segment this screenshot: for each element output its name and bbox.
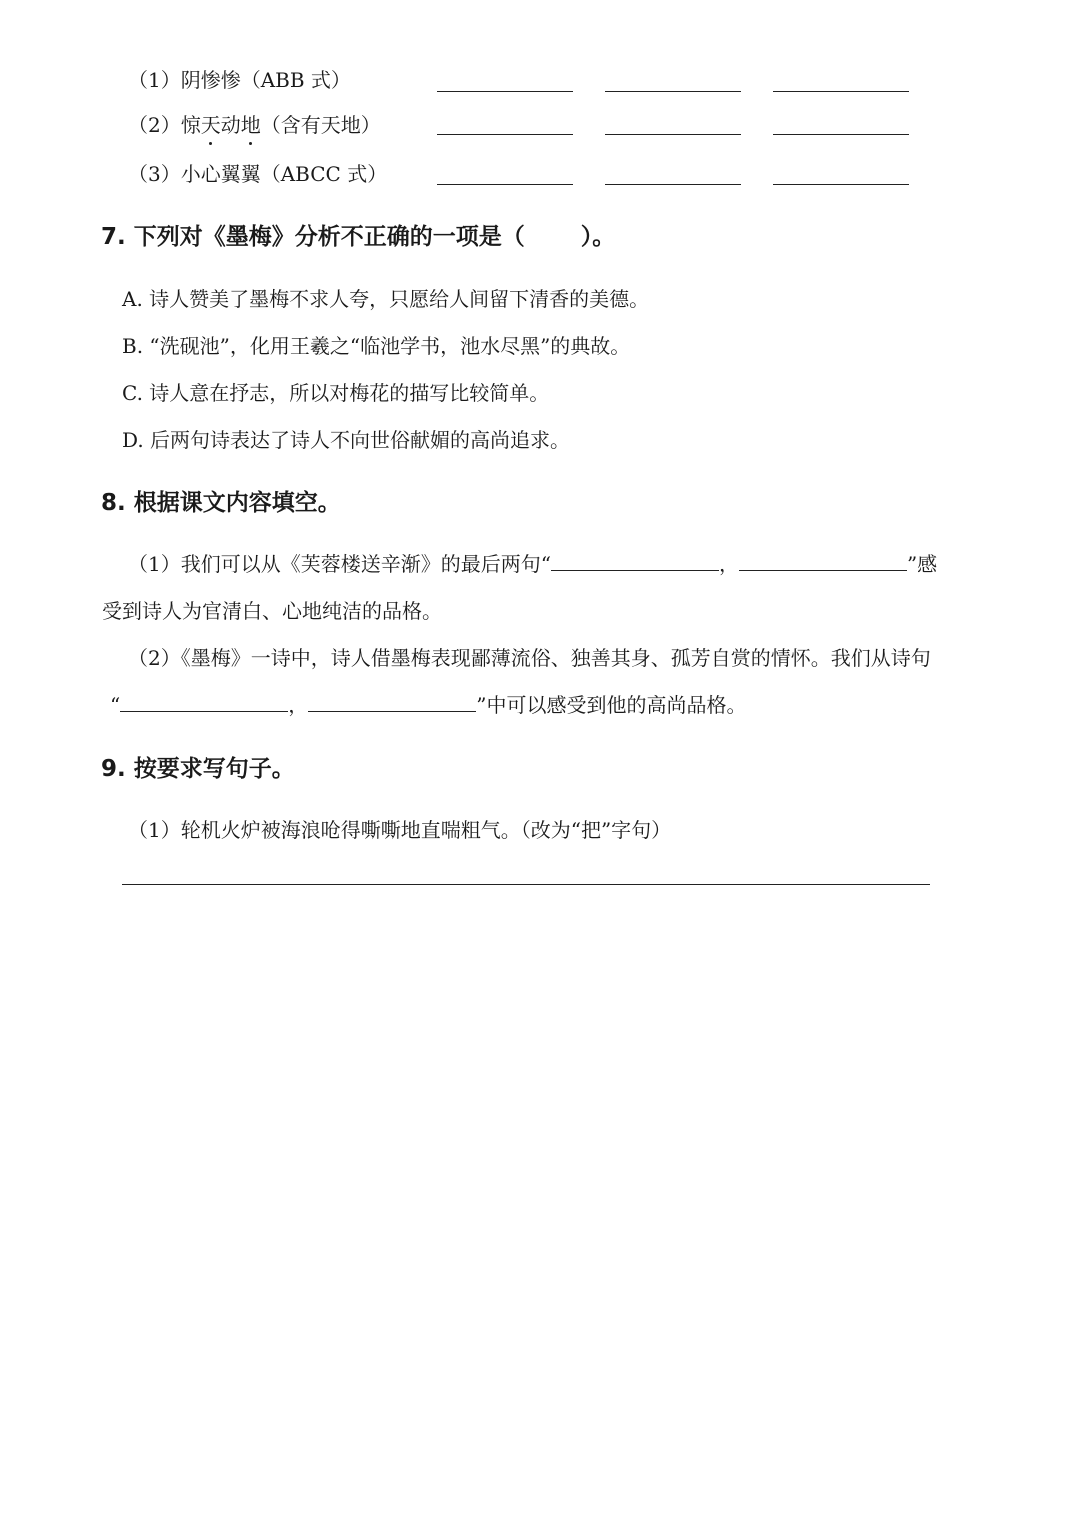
q8-p1-blank-1[interactable]: [551, 550, 719, 571]
q6-item-3-label: （3）小心翼翼（ABCC 式）: [128, 162, 388, 186]
q6-item-3-blank-2[interactable]: [605, 184, 741, 185]
q8-p1-comma: ，: [718, 552, 739, 576]
q6-item-3-blank-3[interactable]: [773, 184, 909, 185]
q7-title-end: ）。: [580, 224, 616, 250]
q7-option-c: C. 诗人意在抒志，所以对梅花的描写比较简单。: [122, 381, 550, 405]
q9-title: 9. 按要求写句子。: [101, 756, 295, 782]
q6-item-2-blank-3[interactable]: [773, 134, 909, 135]
q6-item-2-mid: 动: [220, 113, 241, 137]
q6-item-2-dotted-char-1: 天: [200, 113, 221, 137]
q6-item-3: [128, 160, 387, 188]
q8-p1-line2: 受到诗人为官清白、心地纯洁的品格。: [102, 599, 442, 623]
q6-item-1-blank-2[interactable]: [605, 91, 741, 92]
q7-option-d: D. 后两句诗表达了诗人不向世俗献媚的高尚追求。: [122, 428, 571, 452]
q8-p1-end: ”感: [906, 552, 938, 576]
q6-item-2-blank-1[interactable]: [437, 134, 573, 135]
q8-p2-blank-1[interactable]: [120, 691, 288, 712]
q7-title: [101, 221, 615, 253]
q6-item-1-label: （1）阴惨惨（ABB 式）: [128, 68, 351, 92]
q6-item-2-prefix: （2）惊: [128, 113, 201, 137]
q8-p2-line2: [110, 691, 746, 719]
q6-item-2-suffix: （含有天地）: [260, 113, 381, 137]
q6-item-1: [128, 66, 351, 94]
q7-title-text: 7. 下列对《墨梅》分析不正确的一项是（: [101, 224, 525, 250]
q8-p2-open-quote: “: [110, 693, 121, 717]
q7-option-a: A. 诗人赞美了墨梅不求人夸，只愿给人间留下清香的美德。: [122, 287, 650, 311]
q6-item-2-blank-2[interactable]: [605, 134, 741, 135]
q8-title: 8. 根据课文内容填空。: [101, 490, 341, 516]
q7-option-b: B. “洗砚池”，化用王羲之“临池学书，池水尽黑”的典故。: [122, 334, 631, 358]
q6-item-1-blank-3[interactable]: [773, 91, 909, 92]
q8-p2-comma: ，: [288, 693, 309, 717]
q9-item-1: （1）轮机火炉被海浪呛得嘶嘶地直喘粗气。（改为“把”字句）: [128, 818, 672, 842]
q6-item-1-blank-1[interactable]: [437, 91, 573, 92]
q6-item-2-dotted-char-2: 地: [240, 113, 261, 137]
q6-item-2: [128, 111, 381, 139]
q8-p1-start: （1）我们可以从《芙蓉楼送辛渐》的最后两句“: [128, 552, 551, 576]
q6-item-3-blank-1[interactable]: [437, 184, 573, 185]
q8-p1-blank-2[interactable]: [739, 550, 907, 571]
q8-p2-blank-2[interactable]: [308, 691, 476, 712]
q8-p2-line1: （2）《墨梅》一诗中，诗人借墨梅表现鄙薄流俗、独善其身、孤芳自赏的情怀。我们从诗句: [128, 646, 931, 670]
q9-answer-line[interactable]: [122, 884, 930, 885]
q8-p2-end: ”中可以感受到他的高尚品格。: [476, 693, 747, 717]
q8-p1-line1: [128, 550, 937, 578]
